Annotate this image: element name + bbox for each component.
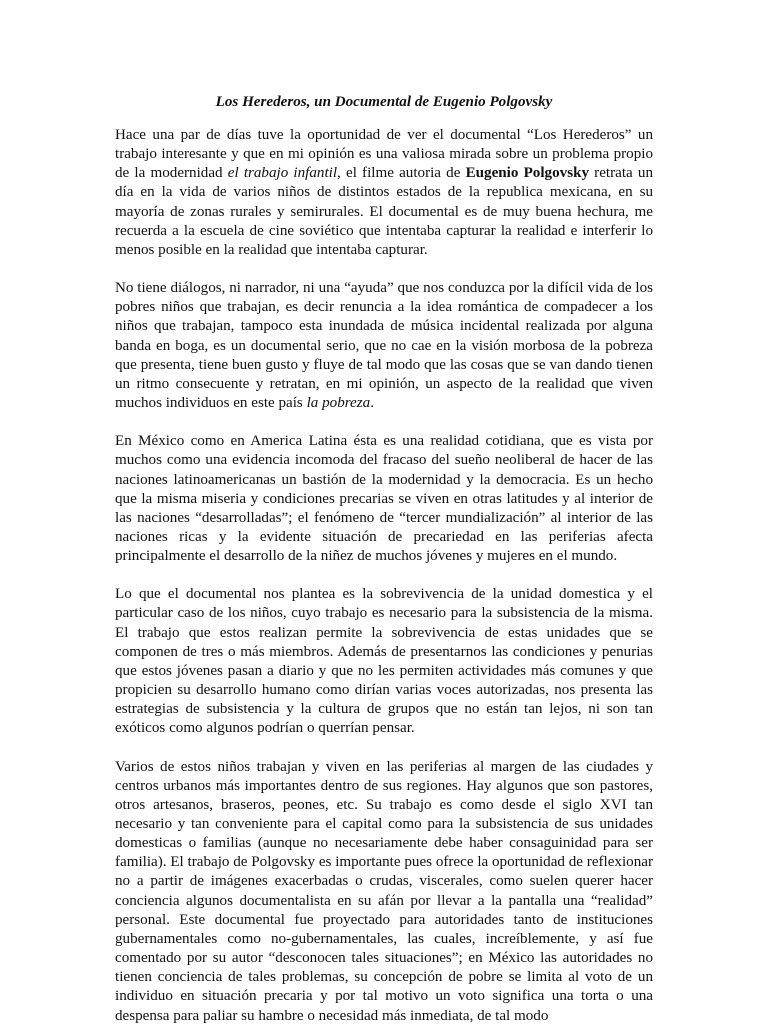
paragraph-2-text-b: . [370, 395, 374, 412]
document-title: Los Herederos, un Documental de Eugenio Polgovsky [215, 94, 553, 110]
paragraph-4: Lo que el documental nos plantea es la sobrevivencia de la unidad domestica y el particular caso de los niños, cuyo trabajo es necesario para la subsistencia de la misma. El trabajo que estos realizan permite la sobrevivencia de estas unidades que se componen de tres o más miembros. Además de presentarnos las condiciones y penurias que estos jóvenes pasan a diario y que no les permiten actividades más comunes y que propicien su desarrollo humano como dirían varias voces autorizadas, nos presenta las estrategias de subsistencia y la cultura de grupos que no están tan lejos, ni son tan exóticos como algunos podrían o querrían pensar. [115, 586, 653, 737]
paragraph-1-italic: el trabajo infantil [227, 165, 338, 182]
paragraph-1-bold: Eugenio Polgovsky [465, 165, 590, 182]
paragraph-5: Varios de estos niños trabajan y viven en las periferias al margen de las ciudades y centros urbanos más importantes dentro de sus regiones. Hay algunos que son pastores, otros artesanos, braseros, peones, etc. Su trabajo es como desde el siglo XVI tan necesario y tan conveniente para el capital como para la subsistencia de sus unidades domesticas o familias (aunque no necesariamente debe haber consaguinidad para ser familia). El trabajo de Polgovsky es importante pues ofrece la oportunidad de reflexionar no a partir de imágenes exacerbadas o crudas, viscerales, como suelen querer hacer conciencia algunos documentalista en su afán por llevar a la pantalla una “realidad” personal. Este documental fue proyectado para autoridades tanto de instituciones gubernamentales como no-gubernamentales, las cuales, increíblemente, y así fue comentado por su autor “desconocen tales situaciones”; en México las autoridades no tienen conciencia de tales problemas, su concepción de pobre se limita al voto de un individuo en situación precaria y por tal motivo un voto significa una torta o una despensa para paliar su hambre o necesidad más inmediata, de tal modo [115, 758, 653, 1024]
paragraph-2 [115, 279, 653, 413]
paragraph-1 [115, 126, 653, 260]
paragraph-1-text-b: , el filme autoria de [337, 165, 466, 182]
paragraph-3: En México como en America Latina ésta es una realidad cotidiana, que es vista por muchos como una evidencia incomoda del fracaso del sueño neoliberal de hacer de las naciones latinoamericanas un bastión de la modernidad y la democracia. Es un hecho que la misma miseria y condiciones precarias se viven en otras latitudes y al interior de las naciones “desarrolladas”; el fenómeno de “tercer mundialización” al interior de las naciones ricas y la evidente situación de precariedad en las periferias afecta principalmente el desarrollo de la niñez de muchos jóvenes y mujeres en el mundo. [115, 433, 653, 565]
paragraph-1-text-c: retrata un día en la vida de varios niños de distintos estados de la republica mexicana, en su mayoría de zonas rurales y semirurales. El documental es de muy buena hechura, me recuerda a la escuela de cine soviético que intentaba capturar la realidad e interferir lo menos posible en la realidad que intentaba capturar. [115, 165, 653, 258]
document-page [115, 82, 653, 1026]
paragraph-2-italic: la pobreza [306, 395, 371, 412]
paragraph-1-text-a: Hace una par de días tuve la oportunidad de ver el documental “Los Herederos” un trabajo interesante y que en mi opinión es una valiosa mirada sobre un problema propio de la modernidad [115, 127, 653, 182]
paragraph-2-text-a: No tiene diálogos, ni narrador, ni una “ayuda” que nos conduzca por la difícil vida de los pobres niños que trabajan, es decir renuncia a la idea romántica de compadecer a los niños que trabajan, tampoco esta inundada de música incidental realizada por alguna banda en boga, es un documental serio, que no cae en la visión morbosa de la pobreza que presenta, tiene buen gusto y fluye de tal modo que las cosas que se van dando tienen un ritmo consecuente y retratan, en mi opinión, un aspecto de la realidad que viven muchos individuos en este país [115, 280, 653, 412]
